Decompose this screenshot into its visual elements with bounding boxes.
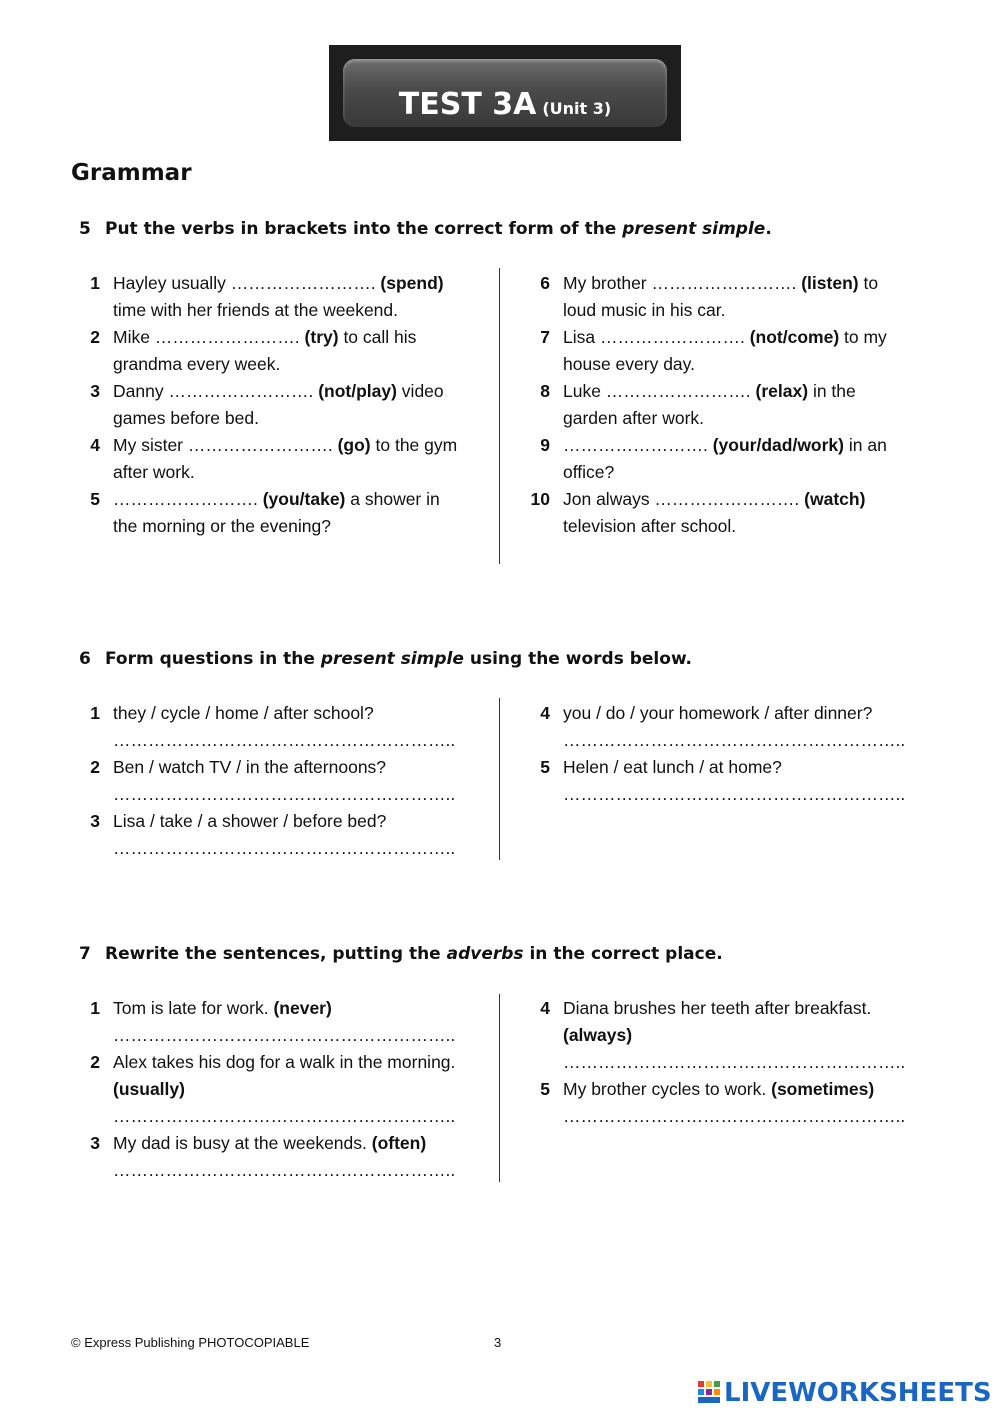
item-segment: in the [808,381,856,401]
item-line [113,1103,478,1130]
item-segment: to my [839,327,887,347]
verb-hint: (not/come) [749,327,840,347]
item-segment: Lisa / take / a shower / before bed? [113,811,387,831]
verb-hint: (usually) [113,1079,185,1099]
item-segment: Jon always ……………………. [563,489,805,509]
item-text [113,808,478,862]
verb-hint: (you/take) [262,489,346,509]
item-number: 5 [540,1079,550,1099]
item-line [113,297,478,324]
column-divider [499,698,500,860]
item-number: 3 [90,1133,100,1153]
item-segment: Lisa ……………………. [563,327,750,347]
test-title [329,87,681,122]
item-line [113,781,478,808]
item-line [563,297,928,324]
item-segment: grandma every week. [113,354,281,374]
section-heading: Grammar [71,160,192,186]
instruction-emphasis: present simple [320,649,464,669]
liveworksheets-logo[interactable] [698,1378,994,1408]
item-segment: you / do / your homework / after dinner? [563,703,873,723]
item-line [113,432,478,459]
item-text [563,486,928,540]
item-line [113,835,478,862]
item-number: 3 [90,811,100,831]
copyright-notice: © Express Publishing PHOTOCOPIABLE [71,1335,310,1350]
item-line [113,459,478,486]
item-line [563,700,928,727]
verb-hint: (often) [371,1133,427,1153]
item-line [113,995,478,1022]
column-divider [499,268,500,564]
item-number: 2 [90,1052,100,1072]
item-segment: Tom is late for work. [113,998,274,1018]
item-number: 1 [90,998,100,1018]
item-segment: games before bed. [113,408,259,428]
item-line [563,781,928,808]
item-line [563,486,928,513]
item-line [563,1049,928,1076]
item-text [563,378,928,432]
test-unit-label: (Unit 3) [542,99,612,118]
item-segment: in an [844,435,887,455]
item-line [563,432,928,459]
item-line [113,513,478,540]
column-divider [499,994,500,1182]
item-text [113,432,478,486]
verb-hint: (relax) [755,381,809,401]
item-segment: to call his [338,327,417,347]
item-segment: a shower in [345,489,440,509]
item-segment: My dad is busy at the weekends. [113,1133,372,1153]
item-segment: television after school. [563,516,737,536]
item-number: 1 [90,703,100,723]
instruction-text: Form questions in the [105,649,315,669]
item-segment: they / cycle / home / after school? [113,703,374,723]
item-segment: Alex takes his dog for a walk in the morning. [113,1052,456,1072]
verb-hint: (try) [304,327,339,347]
item-line [563,1103,928,1130]
item-segment: office? [563,462,615,482]
verb-hint: (never) [273,998,332,1018]
item-text [563,324,928,378]
item-segment: ……………………. [113,489,263,509]
item-segment: video [396,381,444,401]
item-number: 4 [90,435,100,455]
verb-hint: (sometimes) [771,1079,875,1099]
exercise-7-instruction [79,944,723,964]
item-line [113,486,478,513]
item-text [563,700,928,754]
item-text [563,270,928,324]
item-segment: Helen / eat lunch / at home? [563,757,782,777]
item-line [113,1130,478,1157]
item-line [113,700,478,727]
item-segment: ………………………………………………….. [113,1025,456,1045]
item-line [563,754,928,781]
item-line [113,378,478,405]
item-segment: My brother cycles to work. [563,1079,772,1099]
item-segment: to [858,273,879,293]
item-number: 10 [530,489,550,509]
item-line [113,727,478,754]
verb-hint: (spend) [380,273,444,293]
item-number: 4 [540,703,550,723]
item-segment: Danny ……………………. [113,381,319,401]
item-segment: garden after work. [563,408,705,428]
item-number: 4 [540,998,550,1018]
item-number: 7 [540,327,550,347]
item-number: 9 [540,435,550,455]
item-line [563,324,928,351]
instruction-text-end: . [765,219,772,239]
instruction-emphasis: adverbs [446,944,524,964]
instruction-emphasis: present simple [622,219,766,239]
item-segment: ………………………………………………….. [113,784,456,804]
item-segment: to the gym [370,435,458,455]
liveworksheets-logo-icon [698,1381,720,1405]
item-text [563,754,928,808]
item-text [113,700,478,754]
title-banner [329,45,681,141]
item-number: 1 [90,273,100,293]
item-line [563,378,928,405]
item-line [563,459,928,486]
item-segment: Mike ……………………. [113,327,305,347]
instruction-text-end: in the correct place. [529,944,723,964]
item-segment: house every day. [563,354,695,374]
item-segment: My sister ……………………. [113,435,338,455]
item-line [563,351,928,378]
verb-hint: (always) [563,1025,633,1045]
instruction-text-end: using the words below. [469,649,693,669]
item-text [113,378,478,432]
item-text [113,995,478,1049]
exercise-number: 6 [79,649,91,669]
test-title-text: TEST 3A [398,87,537,122]
item-text [113,486,478,540]
item-segment: ………………………………………………….. [113,1106,456,1126]
item-segment: ………………………………………………….. [563,1106,906,1126]
item-number: 2 [90,327,100,347]
verb-hint: (go) [337,435,371,455]
item-line [113,1076,478,1103]
exercise-number: 5 [79,219,91,239]
liveworksheets-logo-text: LIVEWORKSHEETS [724,1378,992,1408]
item-line [113,808,478,835]
item-line [113,754,478,781]
item-segment: loud music in his car. [563,300,726,320]
item-line [563,405,928,432]
item-number: 8 [540,381,550,401]
item-segment: after work. [113,462,195,482]
item-segment: ………………………………………………….. [563,1052,906,1072]
item-line [113,351,478,378]
item-text [563,995,928,1076]
item-line [113,1157,478,1184]
instruction-text: Rewrite the sentences, putting the [105,944,441,964]
item-segment: Hayley usually ……………………. [113,273,381,293]
item-number: 3 [90,381,100,401]
item-segment: time with her friends at the weekend. [113,300,399,320]
item-line [563,270,928,297]
item-segment: Ben / watch TV / in the afternoons? [113,757,387,777]
item-text [113,754,478,808]
item-segment: My brother ……………………. [563,273,802,293]
item-segment: ………………………………………………….. [113,730,456,750]
verb-hint: (watch) [804,489,866,509]
instruction-text: Put the verbs in brackets into the correct form of the [105,219,617,239]
item-segment: ……………………. [563,435,713,455]
item-line [113,405,478,432]
exercise-number: 7 [79,944,91,964]
item-text [113,1049,478,1130]
item-number: 2 [90,757,100,777]
item-segment: the morning or the evening? [113,516,331,536]
item-segment: Luke ……………………. [563,381,756,401]
item-number: 6 [540,273,550,293]
item-segment: ………………………………………………….. [563,730,906,750]
page-number: 3 [494,1335,502,1350]
item-segment: ………………………………………………….. [563,784,906,804]
item-line [563,1076,928,1103]
item-line [563,995,928,1022]
item-segment: Diana brushes her teeth after breakfast. [563,998,872,1018]
verb-hint: (not/play) [318,381,397,401]
item-line [563,727,928,754]
item-line [563,1022,928,1049]
item-text [113,324,478,378]
item-text [113,270,478,324]
item-text [563,432,928,486]
exercise-6-instruction [79,649,692,669]
item-line [563,513,928,540]
item-segment: ………………………………………………….. [113,1160,456,1180]
verb-hint: (listen) [801,273,859,293]
item-text [113,1130,478,1184]
item-number: 5 [540,757,550,777]
item-line [113,324,478,351]
exercise-5-instruction [79,219,772,239]
item-line [113,270,478,297]
item-segment: ………………………………………………….. [113,838,456,858]
item-line [113,1049,478,1076]
item-line [113,1022,478,1049]
item-number: 5 [90,489,100,509]
item-text [563,1076,928,1130]
verb-hint: (your/dad/work) [712,435,844,455]
